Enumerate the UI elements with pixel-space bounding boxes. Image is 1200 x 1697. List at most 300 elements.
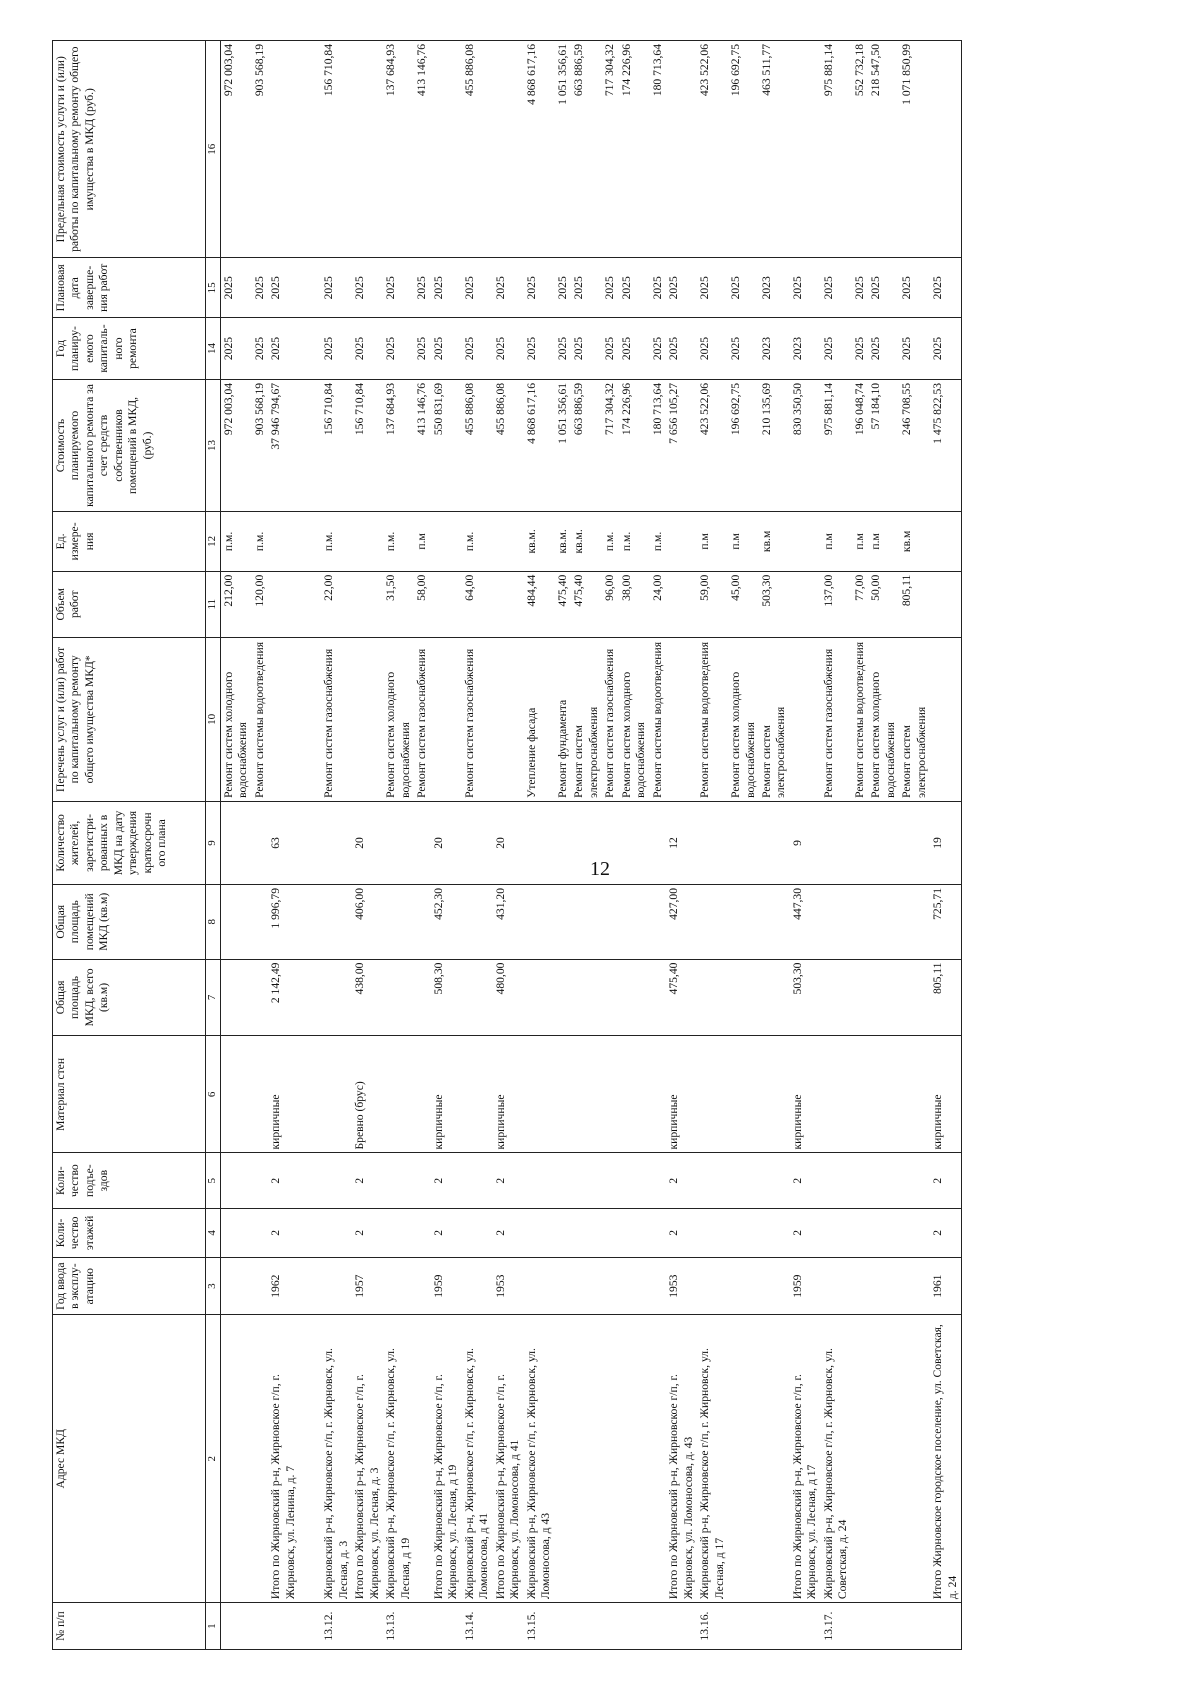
year-built-cell [759, 1257, 790, 1315]
unit-cell: п.м [414, 512, 430, 572]
repair-cost-cell: 7 656 105,27 [666, 379, 697, 511]
completion-date-cell: 2025 [619, 258, 650, 318]
floors-cell [383, 1208, 414, 1257]
year-built-cell: 1957 [352, 1257, 383, 1315]
repair-cost-cell: 830 350,50 [790, 379, 821, 511]
item-number [619, 1603, 650, 1650]
limit-cost-cell: 413 146,76 [414, 41, 430, 258]
repair-year-cell [299, 318, 321, 380]
item-number: 13.15. [524, 1603, 555, 1650]
item-number [650, 1603, 666, 1650]
entrances-cell: 2 [790, 1153, 821, 1208]
address-cell: Итого по Жирновский р-н, Жирновское г/п, г. Жирновск, ул. Лесная, д 17 [790, 1315, 821, 1603]
total-row [666, 41, 697, 1650]
table-row [868, 41, 899, 1650]
address-cell: Итого Жирновское городское поселение, ул. Советская, д. 24 [930, 1315, 961, 1603]
limit-cost-cell: 196 692,75 [728, 41, 759, 258]
floors-cell: 2 [666, 1208, 697, 1257]
column-header-9: Количество жителей, зарегистри-рованных в МКД на дату утверждения краткосрочн ого плана [53, 801, 206, 884]
item-number: 13.14. [462, 1603, 493, 1650]
wall-material-cell [221, 1036, 252, 1153]
rooms-area-cell [602, 884, 618, 959]
item-number [728, 1603, 759, 1650]
address-cell: Жирновский р-н, Жирновское г/п, г. Жирновск, ул. Лесная, д. 3 [321, 1315, 352, 1603]
rooms-area-cell [868, 884, 899, 959]
limit-cost-cell: 717 304,32 [602, 41, 618, 258]
item-number [899, 1603, 930, 1650]
total-area-cell [571, 959, 602, 1036]
residents-cell [383, 801, 414, 884]
residents-cell: 9 [790, 801, 821, 884]
completion-date-cell: 2025 [790, 258, 821, 318]
entrances-cell [462, 1153, 493, 1208]
item-number [868, 1603, 899, 1650]
wall-material-cell [555, 1036, 571, 1153]
year-built-cell: 1959 [790, 1257, 821, 1315]
floors-cell [868, 1208, 899, 1257]
floors-cell [899, 1208, 930, 1257]
repair-year-cell: 2025 [602, 318, 618, 380]
entrances-cell [821, 1153, 852, 1208]
address-cell [299, 1315, 321, 1603]
wall-material-cell [899, 1036, 930, 1153]
total-row [930, 41, 961, 1650]
address-cell [868, 1315, 899, 1603]
unit-cell [790, 512, 821, 572]
item-number: 13.17. [821, 1603, 852, 1650]
address-cell: Жирновский р-н, Жирновское г/п, г. Жирновск, ул. Ломоносова, д 43 [524, 1315, 555, 1603]
repair-cost-cell: 4 868 617,16 [524, 379, 555, 511]
repair-year-cell: 2023 [759, 318, 790, 380]
repair-cost-cell: 156 710,84 [321, 379, 352, 511]
limit-cost-cell [431, 41, 462, 258]
repair-year-cell: 2025 [524, 318, 555, 380]
completion-date-cell: 2025 [868, 258, 899, 318]
residents-cell [728, 801, 759, 884]
address-cell [221, 1315, 252, 1603]
residents-cell [524, 801, 555, 884]
floors-cell: 2 [431, 1208, 462, 1257]
rooms-area-cell: 427,00 [666, 884, 697, 959]
table-row [524, 41, 555, 1650]
total-row [431, 41, 462, 1650]
repair-cost-cell: 972 003,04 [221, 379, 252, 511]
year-built-cell [852, 1257, 868, 1315]
column-number-2: 2 [206, 1315, 221, 1603]
work-type-cell [299, 637, 321, 801]
limit-cost-cell: 1 051 356,61 [555, 41, 571, 258]
work-volume-cell: 31,50 [383, 571, 414, 637]
work-volume-cell: 137,00 [821, 571, 852, 637]
repair-cost-cell: 1 051 356,61 [555, 379, 571, 511]
wall-material-cell [383, 1036, 414, 1153]
total-area-cell [619, 959, 650, 1036]
address-cell [728, 1315, 759, 1603]
entrances-cell: 2 [431, 1153, 462, 1208]
repair-year-cell: 2025 [221, 318, 252, 380]
item-number [759, 1603, 790, 1650]
residents-cell [821, 801, 852, 884]
year-built-cell: 1962 [268, 1257, 299, 1315]
table-row [697, 41, 728, 1650]
column-number-13: 13 [206, 379, 221, 511]
completion-date-cell: 2025 [414, 258, 430, 318]
repair-year-cell: 2025 [619, 318, 650, 380]
unit-cell [268, 512, 299, 572]
column-header-16: Предельная стоимость услуги и (или) работы по капитальному ремонту общего имущества в МКД (руб.) [53, 41, 206, 258]
work-type-cell: Ремонт систем холодного водоснабжения [728, 637, 759, 801]
residents-cell [555, 801, 571, 884]
entrances-cell: 2 [666, 1153, 697, 1208]
unit-cell: п.м [821, 512, 852, 572]
repair-year-cell: 2025 [899, 318, 930, 380]
rooms-area-cell [728, 884, 759, 959]
year-built-cell [602, 1257, 618, 1315]
work-volume-cell: 475,40 [571, 571, 602, 637]
repair-year-cell: 2025 [462, 318, 493, 380]
work-volume-cell [352, 571, 383, 637]
repair-year-cell: 2025 [697, 318, 728, 380]
table-row [852, 41, 868, 1650]
work-type-cell: Ремонт фундамента [555, 637, 571, 801]
total-area-cell [868, 959, 899, 1036]
table-row [821, 41, 852, 1650]
completion-date-cell [299, 258, 321, 318]
total-area-cell: 438,00 [352, 959, 383, 1036]
year-built-cell [221, 1257, 252, 1315]
floors-cell [555, 1208, 571, 1257]
total-area-cell [555, 959, 571, 1036]
total-area-cell [383, 959, 414, 1036]
work-type-cell: Ремонт систем электроснабжения [899, 637, 930, 801]
rooms-area-cell [383, 884, 414, 959]
total-area-cell [821, 959, 852, 1036]
limit-cost-cell [299, 41, 321, 258]
floors-cell [821, 1208, 852, 1257]
item-number [852, 1603, 868, 1650]
limit-cost-cell [268, 41, 299, 258]
repair-cost-cell: 137 684,93 [383, 379, 414, 511]
unit-cell: кв.м [899, 512, 930, 572]
unit-cell: кв.м. [524, 512, 555, 572]
year-built-cell [321, 1257, 352, 1315]
unit-cell: п.м. [383, 512, 414, 572]
repair-cost-cell: 156 710,84 [352, 379, 383, 511]
item-number [493, 1603, 524, 1650]
repair-cost-cell: 423 522,06 [697, 379, 728, 511]
unit-cell [431, 512, 462, 572]
table-row [650, 41, 666, 1650]
column-number-3: 3 [206, 1257, 221, 1315]
rooms-area-cell [555, 884, 571, 959]
floors-cell [299, 1208, 321, 1257]
work-volume-cell: 22,00 [321, 571, 352, 637]
work-volume-cell: 77,00 [852, 571, 868, 637]
residents-cell [221, 801, 252, 884]
total-area-cell [414, 959, 430, 1036]
repair-cost-cell: 196 048,74 [852, 379, 868, 511]
table-header [53, 41, 221, 1650]
wall-material-cell: кирпичные [930, 1036, 961, 1153]
wall-material-cell [728, 1036, 759, 1153]
rooms-area-cell: 1 996,79 [268, 884, 299, 959]
residents-cell [462, 801, 493, 884]
item-number [555, 1603, 571, 1650]
address-cell: Итого по Жирновский р-н, Жирновское г/п, г. Жирновск, ул. Лесная, д. 3 [352, 1315, 383, 1603]
address-cell [571, 1315, 602, 1603]
address-cell: Жирновский р-н, Жирновское г/п, г. Жирновск, ул. Лесная, д 17 [697, 1315, 728, 1603]
rooms-area-cell [759, 884, 790, 959]
wall-material-cell [524, 1036, 555, 1153]
column-header-3: Год ввода в эксплу-атацию [53, 1257, 206, 1315]
column-header-13: Стоимость планируемого капитального ремонта за счет средств собственников помещений в МКД, (руб.) [53, 379, 206, 511]
unit-cell [930, 512, 961, 572]
completion-date-cell: 2025 [524, 258, 555, 318]
year-built-cell: 1959 [431, 1257, 462, 1315]
repair-cost-cell: 196 692,75 [728, 379, 759, 511]
rotated-document-page [52, 40, 1172, 1650]
address-cell [414, 1315, 430, 1603]
repair-year-cell: 2023 [790, 318, 821, 380]
work-type-cell [431, 637, 462, 801]
column-header-5: Коли-чество подъе-здов [53, 1153, 206, 1208]
rooms-area-cell [571, 884, 602, 959]
column-number-12: 12 [206, 512, 221, 572]
limit-cost-cell [790, 41, 821, 258]
column-header-11: Объем работ [53, 571, 206, 637]
limit-cost-cell: 903 568,19 [252, 41, 268, 258]
residents-cell [252, 801, 268, 884]
address-cell: Жирновский р-н, Жирновское г/п, г. Жирновск, ул. Советская, д. 24 [821, 1315, 852, 1603]
item-number [299, 1603, 321, 1650]
unit-cell: п.м. [462, 512, 493, 572]
year-built-cell [728, 1257, 759, 1315]
column-header-6: Материал стен [53, 1036, 206, 1153]
limit-cost-cell: 174 226,96 [619, 41, 650, 258]
unit-cell: п.м [868, 512, 899, 572]
limit-cost-cell [493, 41, 524, 258]
limit-cost-cell: 552 732,18 [852, 41, 868, 258]
total-row [790, 41, 821, 1650]
repair-year-cell: 2025 [650, 318, 666, 380]
year-built-cell [299, 1257, 321, 1315]
unit-cell: п.м [728, 512, 759, 572]
total-row [352, 41, 383, 1650]
entrances-cell [524, 1153, 555, 1208]
floors-cell: 2 [930, 1208, 961, 1257]
entrances-cell [414, 1153, 430, 1208]
total-area-cell [252, 959, 268, 1036]
entrances-cell [852, 1153, 868, 1208]
repair-year-cell: 2025 [666, 318, 697, 380]
completion-date-cell: 2023 [759, 258, 790, 318]
work-type-cell: Ремонт систем холодного водоснабжения [221, 637, 252, 801]
address-cell [899, 1315, 930, 1603]
entrances-cell [602, 1153, 618, 1208]
item-number [221, 1603, 252, 1650]
work-type-cell: Ремонт систем электроснабжения [759, 637, 790, 801]
wall-material-cell [602, 1036, 618, 1153]
residents-cell [571, 801, 602, 884]
wall-material-cell: кирпичные [268, 1036, 299, 1153]
rooms-area-cell: 431,20 [493, 884, 524, 959]
residents-cell [299, 801, 321, 884]
residents-cell [759, 801, 790, 884]
unit-cell: п.м [852, 512, 868, 572]
work-type-cell: Ремонт систем газоснабжения [462, 637, 493, 801]
completion-date-cell: 2025 [252, 258, 268, 318]
repair-year-cell: 2025 [555, 318, 571, 380]
address-cell: Итого по Жирновский р-н, Жирновское г/п, г. Жирновск, ул. Ленина, д. 7 [268, 1315, 299, 1603]
column-number-9: 9 [206, 801, 221, 884]
wall-material-cell [759, 1036, 790, 1153]
limit-cost-cell: 455 886,08 [462, 41, 493, 258]
wall-material-cell: кирпичные [790, 1036, 821, 1153]
address-cell: Жирновский р-н, Жирновское г/п, г. Жирновск, ул. Ломоносова, д 41 [462, 1315, 493, 1603]
column-number-1: 1 [206, 1603, 221, 1650]
item-number [930, 1603, 961, 1650]
work-type-cell: Ремонт систем газоснабжения [414, 637, 430, 801]
completion-date-cell: 2025 [930, 258, 961, 318]
work-volume-cell [431, 571, 462, 637]
repair-year-cell: 2025 [431, 318, 462, 380]
limit-cost-cell: 156 710,84 [321, 41, 352, 258]
unit-cell: п.м. [650, 512, 666, 572]
wall-material-cell [697, 1036, 728, 1153]
repair-cost-cell: 180 713,64 [650, 379, 666, 511]
work-type-cell [666, 637, 697, 801]
floors-cell: 2 [352, 1208, 383, 1257]
completion-date-cell: 2025 [666, 258, 697, 318]
floors-cell [759, 1208, 790, 1257]
work-type-cell [790, 637, 821, 801]
total-area-cell [602, 959, 618, 1036]
wall-material-cell [650, 1036, 666, 1153]
work-type-cell: Ремонт систем газоснабжения [821, 637, 852, 801]
repair-cost-cell: 717 304,32 [602, 379, 618, 511]
address-cell [650, 1315, 666, 1603]
residents-cell: 19 [930, 801, 961, 884]
unit-cell: п.м. [252, 512, 268, 572]
repair-cost-cell: 37 946 794,67 [268, 379, 299, 511]
total-area-cell [899, 959, 930, 1036]
limit-cost-cell: 180 713,64 [650, 41, 666, 258]
repair-cost-cell: 455 886,08 [462, 379, 493, 511]
floors-cell [728, 1208, 759, 1257]
floors-cell [650, 1208, 666, 1257]
total-area-cell [221, 959, 252, 1036]
rooms-area-cell [524, 884, 555, 959]
floors-cell: 2 [268, 1208, 299, 1257]
year-built-cell [868, 1257, 899, 1315]
item-number: 13.12. [321, 1603, 352, 1650]
entrances-cell: 2 [268, 1153, 299, 1208]
unit-cell [352, 512, 383, 572]
floors-cell [524, 1208, 555, 1257]
table-row [571, 41, 602, 1650]
wall-material-cell [868, 1036, 899, 1153]
work-volume-cell [268, 571, 299, 637]
work-type-cell: Ремонт системы водоотведения [252, 637, 268, 801]
repair-cost-cell: 174 226,96 [619, 379, 650, 511]
repair-year-cell: 2025 [571, 318, 602, 380]
table-row [321, 41, 352, 1650]
completion-date-cell: 2025 [493, 258, 524, 318]
address-cell [852, 1315, 868, 1603]
entrances-cell: 2 [930, 1153, 961, 1208]
unit-cell [666, 512, 697, 572]
table-row [252, 41, 268, 1650]
repair-cost-cell: 550 831,69 [431, 379, 462, 511]
floors-cell [252, 1208, 268, 1257]
rooms-area-cell [619, 884, 650, 959]
address-cell [555, 1315, 571, 1603]
rooms-area-cell: 452,30 [431, 884, 462, 959]
total-area-cell: 2 142,49 [268, 959, 299, 1036]
wall-material-cell [571, 1036, 602, 1153]
work-type-cell [352, 637, 383, 801]
wall-material-cell [252, 1036, 268, 1153]
table-body [221, 41, 962, 1650]
work-type-cell [930, 637, 961, 801]
year-built-cell [650, 1257, 666, 1315]
residents-cell [619, 801, 650, 884]
column-number-8: 8 [206, 884, 221, 959]
work-volume-cell: 484,44 [524, 571, 555, 637]
wall-material-cell: кирпичные [493, 1036, 524, 1153]
table-row [383, 41, 414, 1650]
column-number-7: 7 [206, 959, 221, 1036]
residents-cell: 20 [493, 801, 524, 884]
total-area-cell [697, 959, 728, 1036]
column-number-16: 16 [206, 41, 221, 258]
work-type-cell [268, 637, 299, 801]
total-area-cell: 480,00 [493, 959, 524, 1036]
total-area-cell: 805,11 [930, 959, 961, 1036]
work-type-cell [493, 637, 524, 801]
column-number-5: 5 [206, 1153, 221, 1208]
table-row [899, 41, 930, 1650]
completion-date-cell: 2025 [555, 258, 571, 318]
completion-date-cell: 2025 [728, 258, 759, 318]
limit-cost-cell: 663 886,59 [571, 41, 602, 258]
total-area-cell [299, 959, 321, 1036]
limit-cost-cell: 1 071 850,99 [899, 41, 930, 258]
column-number-15: 15 [206, 258, 221, 318]
completion-date-cell: 2025 [383, 258, 414, 318]
year-built-cell [571, 1257, 602, 1315]
rooms-area-cell [221, 884, 252, 959]
work-type-cell: Ремонт систем электроснабжения [571, 637, 602, 801]
repair-year-cell: 2025 [352, 318, 383, 380]
address-cell [759, 1315, 790, 1603]
item-number [414, 1603, 430, 1650]
entrances-cell [899, 1153, 930, 1208]
work-volume-cell: 59,00 [697, 571, 728, 637]
work-type-cell: Ремонт системы водоотведения [852, 637, 868, 801]
completion-date-cell: 2025 [697, 258, 728, 318]
rooms-area-cell: 447,30 [790, 884, 821, 959]
address-cell: Итого по Жирновский р-н, Жирновское г/п, г. Жирновск, ул. Ломоносова, д. 43 [666, 1315, 697, 1603]
entrances-cell [728, 1153, 759, 1208]
completion-date-cell: 2025 [221, 258, 252, 318]
column-number-row [206, 41, 221, 1650]
year-built-cell: 1953 [666, 1257, 697, 1315]
completion-date-cell: 2025 [431, 258, 462, 318]
item-number [602, 1603, 618, 1650]
limit-cost-cell: 218 547,50 [868, 41, 899, 258]
work-volume-cell: 805,11 [899, 571, 930, 637]
